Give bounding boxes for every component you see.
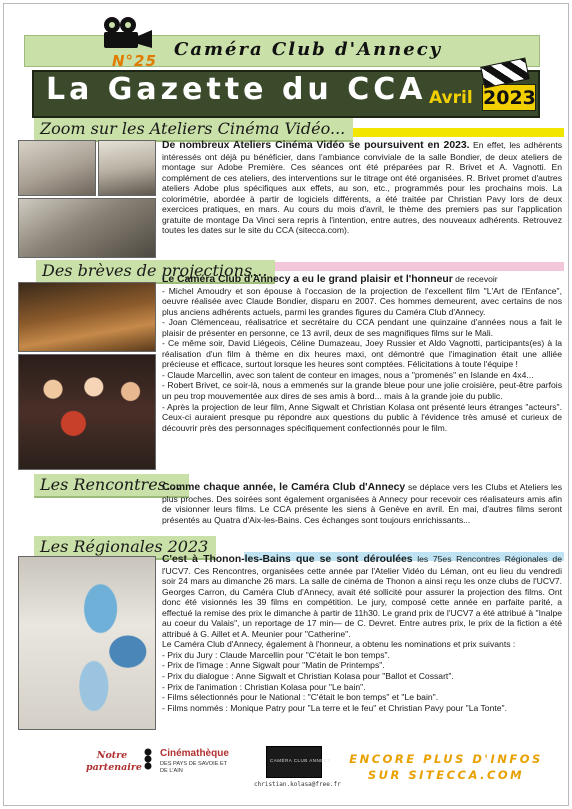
projection-item: - Ce même soir, David Liégeois, Céline Dumazeau, Joey Russier et Aldo Vagnotti, participants(es) à la réalisation d'un film à thème en dix heures maxi, ont démontré que l'imagination était une alliée précieuse et efficace, surtout lorsque les heures sont comptées. Félicitations à toute l'équipe ! [162, 338, 562, 370]
award-intro: Le Caméra Club d'Annecy, également à l'honneur, a obtenu les nominations et prix suivants : [162, 639, 516, 650]
projection-item: - Claude Marcellin, avec son talent de conteur en images, nous a "promenés" en Islande en 4x4... [162, 369, 534, 380]
article-body: se déplace vers les Clubs et Ateliers les plus proches. Des soirées sont également organisées à Annecy pour recevoir ces réalisateurs amis afin de visionner leurs films. Le CCA présente les siens à Genève en avril. En mai, d'autres films seront présentés au Quatra d'Aix-les-Bains. Ces échanges sont toujours enrichissants... [162, 482, 563, 525]
cinematheque-logo-icon [142, 748, 154, 770]
cinematheque-name: Cinémathèque [160, 748, 229, 759]
section-heading-ateliers: Zoom sur les Ateliers Cinéma Vidéo... [34, 118, 353, 142]
article-lead: Comme chaque année, le Caméra Club d'Annecy [162, 482, 406, 493]
article-body: de recevoir [452, 274, 498, 284]
article-lead: Le Caméra Club d'Annecy a eu le grand plaisir et l'honneur [162, 274, 453, 285]
award-photo [18, 556, 156, 730]
article-body: les 75es Rencontres Régionales de l'UCV7. Ces Rencontres, organisées cette année par l'Atelier Vidéo du Léman, ont eu lieu du vendredi soir 24 mars au dimanche 26 mars. La salle de cinéma de Thonon a ainsi reçu les onze clubs de l'UCV7. Georges Carron, du Caméra Club d'Annecy, avait été sollicité pour assurer la projection des films. Ont donc été visionnés les 39 films en compétition. Le jury, composé cette année en parfaite parité, a effectué la remise des prix le dimanche à partir de 11h30. Le grand prix de l'UCV7 a été attribué à "Inalpe au coeur du Valais", un reportage de 17 min— de C. Devret. Entre autres prix, le prix de la fiction a été attribué à G. Aillet et A. Meunier pour "Catherine". [162, 554, 562, 639]
projection-item: - Michel Amoudry et son épouse à l'occasion de la projection de l'excellent film "L'Art de l'Enfance", oeuvre réalisée avec Claude Bondier, disparu en 2007. Ces hommes demeurent, avec certains de nos plus anciens adhérents actuels, parmi les grandes figures du Caméra Club d'Annecy. [162, 285, 562, 317]
gazette-page [3, 3, 569, 806]
film-camera-icon [98, 16, 154, 50]
issue-year: 2023 [482, 84, 536, 111]
more-info-link[interactable]: ENCORE PLUS D'INFOS SUR SITECCA.COM [349, 752, 543, 782]
article-ateliers [162, 140, 562, 236]
award-item: - Films sélectionnés pour le National : "C'était le bon temps" et "Le bain". [162, 692, 439, 703]
award-item: - Prix du Jury : Claude Marcellin pour "C'était le bon temps". [162, 649, 390, 660]
article-lead: De nombreux Ateliers Cinéma Vidéo se poursuivent en 2023. [162, 140, 470, 151]
contact-email[interactable]: christian.kolasa@free.fr [254, 781, 341, 788]
club-name: Caméra Club d'Annecy [174, 39, 443, 60]
article-projections [162, 274, 562, 433]
projection-item: - Après la projection de leur film, Anne Sigwalt et Christian Kolasa ont présenté leurs étranges "acteurs". Ceux-ci auraient presque pu répondre aux questions du public à l'évidence très amusé et curieux de découvrir près des personnages spécifiquement confectionnés pour le film. [162, 401, 562, 433]
cinematheque-subtitle: DES PAYS DE SAVOIE ET DE L'AIN [160, 761, 228, 774]
workshop-photo-2 [98, 140, 156, 196]
award-item: - Prix de l'image : Anne Sigwalt pour "Matin de Printemps". [162, 660, 385, 671]
projection-item: - Robert Brivet, ce soir-là, nous a emmenés sur la grande bleue pour une jolie croisière, peut-être parfois un peu trop mouvementée aux dires de ses amis à bord... mais à la grande joie du public. [162, 380, 562, 402]
projection-photo-film [18, 282, 156, 352]
section-heading-rencontres: Les Rencontres... [34, 474, 189, 498]
section-heading-regionales: Les Régionales 2023 [34, 536, 216, 560]
issue-month: Avril [429, 88, 473, 108]
article-regionales [162, 554, 562, 713]
article-body: En effet, les adhérents intéressés ont déjà pu bénéficier, dans l'ambiance conviviale de la salle Bondier, de deux ateliers de montage sur Adobe Première. Ces séances ont été préparées par R. Brivet et A. Vagnotti. En complément de ces ateliers, des interventions sur le titrage ont été organisées. R. Brivet promet d'autres ateliers Adobe plus spécifiques aux effets, au son, etc., programmés pour les prochains mois. La colorimétrie, abordée à partir de logiciels différents, a été traitée par Christian Pavy lors de deux exercices pratiques, en mars. Au cours du mois d'avril, le thème des premiers pas sur l'application gratuite de montage Da Vinci sera repris à l'intention, entre autres, des nouveaux adhérents. Retrouvez toutes les dates sur le site du CCA (sitecca.com). [162, 140, 563, 236]
partner-label: Notre partenaire [86, 750, 142, 773]
projection-item: - Joan Clémenceau, réalisatrice et secrétaire du CCA pendant une quinzaine d'années nous a fait le plaisir de présenter en personne, ce 13 avril, deux de ses magnifiques films sur le Mali. [162, 317, 562, 338]
workshop-photo-3 [18, 198, 156, 258]
club-logo-text: CAMÉRA CLUB ANNECY [270, 758, 332, 763]
gazette-title: La Gazette du CCA [46, 72, 427, 107]
award-item: - Prix de l'animation : Christian Kolasa pour "Le bain". [162, 681, 366, 692]
award-item: - Prix du dialogue : Anne Sigwalt et Christian Kolasa pour "Ballot et Cossart". [162, 671, 454, 682]
article-rencontres [162, 482, 562, 525]
award-item: - Films nommés : Monique Patry pour "La terre et le feu" et Christian Pavy pour "La Tonte". [162, 702, 507, 713]
article-lead: C'est à Thonon-les-Bains que se sont déroulées [162, 554, 413, 565]
workshop-photo-1 [18, 140, 96, 196]
puppets-photo [18, 354, 156, 470]
issue-number: N°25 [112, 52, 157, 70]
section-heading-projections: Des brèves de projections... [36, 260, 275, 284]
